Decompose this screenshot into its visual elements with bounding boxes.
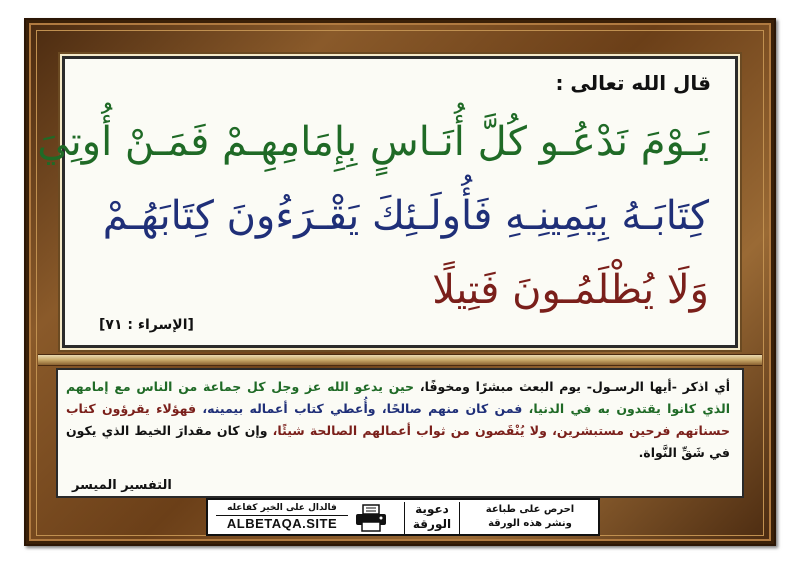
brand-logo-line-1: دعوية — [415, 502, 449, 516]
verse-intro: قال الله تعالى : — [555, 71, 711, 95]
printer-icon — [354, 504, 388, 532]
footer-site-link[interactable]: ALBETAQA.SITE — [216, 515, 348, 532]
footer-site-block — [216, 502, 348, 534]
brand-logo-line-2: الورقة — [412, 517, 452, 531]
tafsir-part-5: وإن كان مقدارَ الخيط الذي يكون في شَقِّ النَّواة. — [66, 423, 730, 460]
verse-panel — [37, 56, 738, 348]
footer-slogan: فالدال على الخير كفاعله — [227, 503, 337, 513]
footer-print-note — [470, 503, 590, 533]
tafsir-panel — [56, 368, 744, 498]
verse-line-1: يَـوْمَ نَدْعُـو كُلَّ أُنَـاسٍ بِإِمَامِهِـمْ فَمَـنْ أُوتِيَ — [37, 119, 709, 165]
tafsir-part-1: أي اذكر -أيها الرسـول- يوم البعث مبشرًا ومخوفًا، — [414, 379, 730, 394]
tafsir-source: التفسير الميسر — [72, 478, 172, 493]
tafsir-part-3: فمن كان منهم صالحًا، وأُعطي كتاب أعماله بيمينه، — [196, 401, 523, 416]
footer-print-line-1: احرص على طباعة — [485, 504, 575, 515]
tafsir-part-2: حين يدعو الله عز وجل كل جماعة من الناس مع إمامهم الذي كانوا يقتدون به في الدنيا، — [66, 379, 730, 416]
verse-reference: [الإسراء : ٧١] — [99, 317, 194, 333]
panel-divider — [38, 354, 762, 366]
brand-logo — [404, 502, 460, 534]
tafsir-part-4: فهؤلاء يقرؤون كتاب حسناتهم فرحين مستبشرين، ولا يُنْقَصون من ثواب أعمالهم الصالحة شيئًا، — [66, 401, 730, 438]
verse-line-2: كِتَابَـهُ بِيَمِينِـهِ فَأُولَـئِكَ يَقْـرَءُونَ كِتَابَهُـمْ — [102, 193, 709, 239]
footer-print-line-2: ونشر هذه الورقة — [488, 518, 572, 529]
verse-line-3: وَلَا يُظْلَمُـونَ فَتِيلًا — [432, 267, 709, 313]
footer-banner — [206, 498, 600, 536]
tafsir-text — [66, 376, 730, 464]
